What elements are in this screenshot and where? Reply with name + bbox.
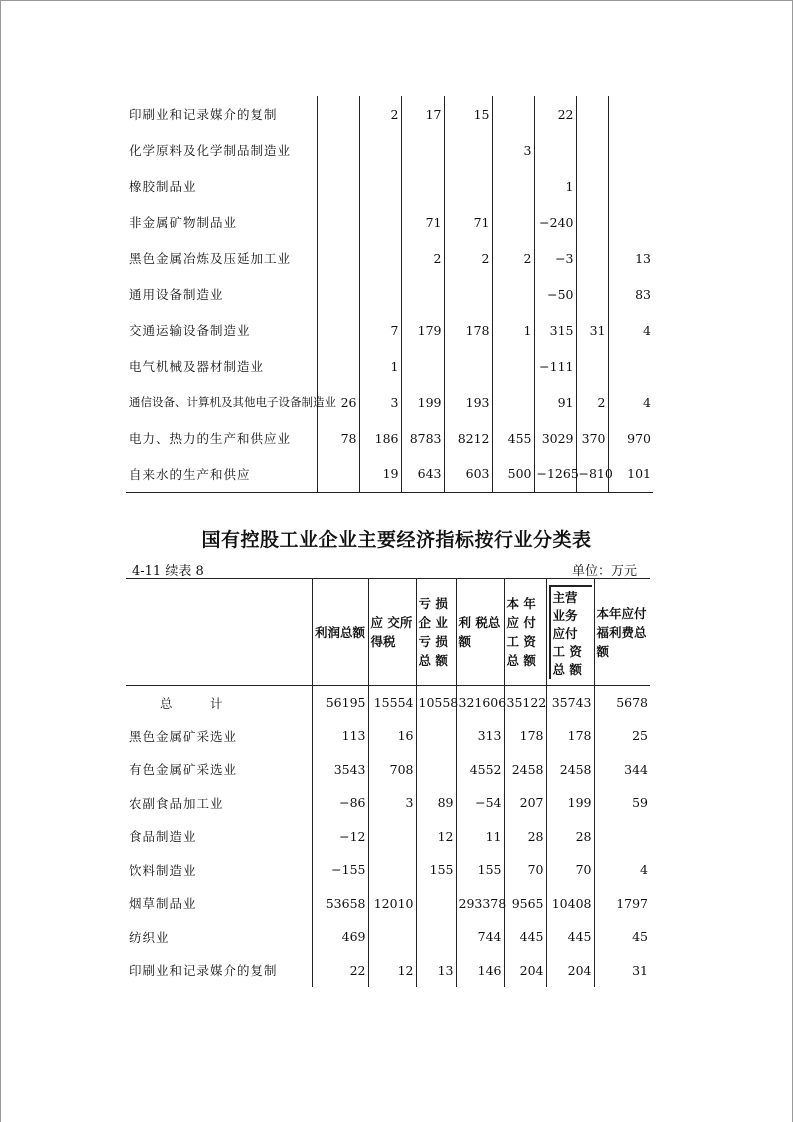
row-label: 印刷业和记录媒介的复制 — [126, 96, 317, 132]
value-cell — [594, 820, 650, 854]
value-cell: 708 — [368, 753, 416, 787]
value-cell: 59 — [632, 795, 648, 811]
row-label: 印刷业和记录媒介的复制 — [126, 954, 312, 988]
value-cell: 370 — [576, 420, 608, 456]
value-cell — [317, 132, 359, 168]
value-cell — [401, 276, 444, 312]
value-cell: 445 — [546, 920, 594, 954]
row-label: 交通运输设备制造业 — [126, 312, 317, 348]
value-cell: 70 — [504, 853, 546, 887]
value-cell: 31 — [576, 312, 608, 348]
value-cell: 12010 — [368, 887, 416, 921]
value-cell: 207 — [504, 786, 546, 820]
value-cell — [608, 132, 653, 168]
value-cell: 13 — [635, 250, 651, 266]
column-header-text: 本年应付福利费总 额 — [596, 605, 647, 659]
page-border-top — [0, 0, 792, 1]
value-cell: 22 — [534, 96, 576, 132]
value-cell: 2 — [444, 240, 492, 276]
unit-label: 单位：万元 — [572, 564, 638, 579]
value-cell: −3 — [534, 240, 576, 276]
header-corner — [126, 579, 312, 686]
value-cell: 2458 — [546, 753, 594, 787]
value-cell: 179 — [401, 312, 444, 348]
value-cell — [444, 276, 492, 312]
table-row — [126, 954, 650, 988]
value-cell — [416, 719, 456, 753]
value-cell — [368, 820, 416, 854]
value-cell: 35743 — [546, 686, 594, 720]
value-cell — [576, 96, 608, 132]
row-label: 烟草制品业 — [126, 887, 312, 921]
table-row — [126, 348, 653, 384]
value-cell: −240 — [534, 204, 576, 240]
value-cell — [492, 348, 534, 384]
value-cell: 313 — [456, 719, 504, 753]
table-row — [126, 820, 650, 854]
value-cell: 3 — [368, 786, 416, 820]
value-cell: 178 — [546, 719, 594, 753]
value-cell: 4 — [640, 862, 648, 878]
value-cell: 3 — [359, 384, 401, 420]
row-label: 电力、热力的生产和供应业 — [126, 420, 317, 456]
row-label: 黑色金属矿采选业 — [126, 719, 312, 753]
value-cell: 4 — [643, 322, 651, 338]
value-cell: 970 — [627, 430, 651, 446]
value-cell — [576, 132, 608, 168]
value-cell: 56195 — [312, 686, 368, 720]
value-cell — [317, 96, 359, 132]
column-header-text: 亏 损企 业亏 损总 额 — [418, 596, 448, 668]
value-cell: 31 — [632, 962, 648, 978]
value-cell: 45 — [632, 929, 648, 945]
table-row — [126, 887, 650, 921]
value-cell: 1797 — [616, 895, 648, 911]
column-header-text: 主营业务应付工 资总 额 — [549, 585, 592, 679]
table-row — [126, 96, 653, 132]
value-cell: 178 — [444, 312, 492, 348]
value-cell: −1265 — [534, 456, 576, 492]
row-label: 总 计 — [126, 686, 312, 720]
value-cell: −111 — [534, 348, 576, 384]
column-header-text: 本 年应 付工 资总 额 — [506, 596, 536, 668]
row-label: 通信设备、计算机及其他电子设备制造业 — [126, 384, 317, 420]
column-header — [416, 579, 456, 686]
value-cell: 1 — [492, 312, 534, 348]
value-cell — [608, 348, 653, 384]
row-label: 自来水的生产和供应 — [126, 456, 317, 492]
column-header — [594, 579, 650, 686]
column-header — [504, 579, 546, 686]
value-cell — [416, 920, 456, 954]
table-row — [126, 276, 653, 312]
value-cell — [317, 312, 359, 348]
value-cell: 5678 — [616, 695, 648, 710]
table-number: 4-11 续表 8 — [132, 564, 204, 579]
table-row — [126, 853, 650, 887]
value-cell — [416, 887, 456, 921]
value-cell: 8783 — [401, 420, 444, 456]
value-cell: 204 — [546, 954, 594, 988]
value-cell: 4552 — [456, 753, 504, 787]
value-cell: 10408 — [546, 887, 594, 921]
value-cell: 500 — [492, 456, 534, 492]
value-cell: 643 — [401, 456, 444, 492]
value-cell — [416, 753, 456, 787]
value-cell — [401, 348, 444, 384]
value-cell — [492, 96, 534, 132]
table-row — [126, 920, 650, 954]
value-cell: 146 — [456, 954, 504, 988]
value-cell — [368, 920, 416, 954]
value-cell — [492, 384, 534, 420]
page-border-left — [0, 0, 1, 1122]
table-row — [126, 420, 653, 456]
value-cell — [317, 348, 359, 384]
value-cell — [444, 132, 492, 168]
value-cell: 455 — [492, 420, 534, 456]
value-cell: 469 — [312, 920, 368, 954]
value-cell — [359, 276, 401, 312]
column-header-text: 利 税总 额 — [458, 615, 501, 649]
value-cell: 11 — [456, 820, 504, 854]
value-cell: 28 — [504, 820, 546, 854]
value-cell: 19 — [359, 456, 401, 492]
table-row — [126, 240, 653, 276]
row-label: 化学原料及化学制品制造业 — [126, 132, 317, 168]
value-cell: 83 — [635, 286, 651, 302]
value-cell: 13 — [416, 954, 456, 988]
value-cell: 12 — [368, 954, 416, 988]
column-header — [312, 579, 368, 686]
value-cell: 53658 — [312, 887, 368, 921]
value-cell: 4 — [643, 394, 651, 410]
value-cell — [359, 240, 401, 276]
table-row — [126, 312, 653, 348]
value-cell: 3029 — [534, 420, 576, 456]
value-cell: 155 — [456, 853, 504, 887]
value-cell: 744 — [456, 920, 504, 954]
value-cell — [608, 204, 653, 240]
table-row — [126, 456, 653, 492]
value-cell — [576, 204, 608, 240]
value-cell: 35122 — [504, 686, 546, 720]
value-cell — [444, 168, 492, 204]
value-cell: 70 — [546, 853, 594, 887]
value-cell: 199 — [546, 786, 594, 820]
column-header — [546, 579, 594, 686]
value-cell — [444, 348, 492, 384]
column-header-text: 利润总额 — [314, 624, 365, 640]
value-cell: 293378 — [456, 887, 504, 921]
value-cell: 10558 — [416, 686, 456, 720]
value-cell: 113 — [312, 719, 368, 753]
value-cell — [576, 168, 608, 204]
value-cell: 22 — [312, 954, 368, 988]
value-cell: 2 — [492, 240, 534, 276]
table-row — [126, 132, 653, 168]
value-cell: 7 — [359, 312, 401, 348]
value-cell: 101 — [608, 456, 653, 492]
value-cell: 3543 — [312, 753, 368, 787]
table-row — [126, 168, 653, 204]
value-cell — [317, 204, 359, 240]
column-header — [456, 579, 504, 686]
value-cell: 25 — [632, 728, 648, 744]
value-cell: 603 — [444, 456, 492, 492]
value-cell: 26 — [317, 384, 359, 420]
value-cell: 89 — [416, 786, 456, 820]
value-cell: −54 — [456, 786, 504, 820]
table-row — [126, 786, 650, 820]
value-cell — [492, 276, 534, 312]
table-row — [126, 753, 650, 787]
value-cell: 12 — [416, 820, 456, 854]
value-cell: 1 — [359, 348, 401, 384]
row-label: 食品制造业 — [126, 820, 312, 854]
value-cell: −12 — [312, 820, 368, 854]
value-cell — [401, 132, 444, 168]
column-header-text: 应 交所得税 — [370, 615, 413, 649]
value-cell — [359, 168, 401, 204]
row-label: 橡胶制品业 — [126, 168, 317, 204]
value-cell: 78 — [317, 420, 359, 456]
value-cell — [608, 168, 653, 204]
table-row — [126, 719, 650, 753]
column-header — [368, 579, 416, 686]
value-cell: 16 — [368, 719, 416, 753]
value-cell: 3 — [492, 132, 534, 168]
value-cell — [359, 204, 401, 240]
value-cell: 91 — [534, 384, 576, 420]
value-cell — [576, 348, 608, 384]
value-cell: 2458 — [504, 753, 546, 787]
value-cell — [317, 168, 359, 204]
value-cell: 71 — [401, 204, 444, 240]
row-label: 饮料制造业 — [126, 853, 312, 887]
value-cell: 199 — [401, 384, 444, 420]
table-title: 国有控股工业企业主要经济指标按行业分类表 — [201, 529, 592, 551]
value-cell — [368, 853, 416, 887]
value-cell — [576, 240, 608, 276]
value-cell: 204 — [504, 954, 546, 988]
row-label: 纺织业 — [126, 920, 312, 954]
value-cell: −810 — [576, 456, 608, 492]
value-cell — [317, 276, 359, 312]
row-label: 黑色金属冶炼及压延加工业 — [126, 240, 317, 276]
value-cell: 15 — [444, 96, 492, 132]
value-cell: 445 — [504, 920, 546, 954]
value-cell: 2 — [401, 240, 444, 276]
row-label: 农副食品加工业 — [126, 786, 312, 820]
value-cell: 17 — [401, 96, 444, 132]
value-cell: 71 — [444, 204, 492, 240]
indicator-table — [126, 578, 650, 987]
value-cell: 8212 — [444, 420, 492, 456]
row-label: 有色金属矿采选业 — [126, 753, 312, 787]
value-cell: 344 — [624, 761, 648, 777]
value-cell: 321606 — [456, 686, 504, 720]
value-cell — [401, 168, 444, 204]
value-cell: 155 — [416, 853, 456, 887]
value-cell: 9565 — [504, 887, 546, 921]
value-cell: 2 — [359, 96, 401, 132]
value-cell: 28 — [546, 820, 594, 854]
value-cell — [608, 96, 653, 132]
continuation-table — [126, 96, 653, 493]
value-cell: 15554 — [368, 686, 416, 720]
value-cell: 1 — [534, 168, 576, 204]
value-cell — [492, 204, 534, 240]
row-label: 非金属矿物制品业 — [126, 204, 317, 240]
value-cell: −86 — [312, 786, 368, 820]
table-row — [126, 384, 653, 420]
value-cell — [534, 132, 576, 168]
value-cell — [317, 240, 359, 276]
row-label: 电气机械及器材制造业 — [126, 348, 317, 384]
value-cell: −50 — [534, 276, 576, 312]
value-cell: 2 — [576, 384, 608, 420]
header-row — [126, 579, 650, 686]
value-cell: 186 — [359, 420, 401, 456]
value-cell — [576, 276, 608, 312]
row-label: 通用设备制造业 — [126, 276, 317, 312]
value-cell: 178 — [504, 719, 546, 753]
table-row — [126, 204, 653, 240]
value-cell — [359, 132, 401, 168]
value-cell — [317, 456, 359, 492]
value-cell: 193 — [444, 384, 492, 420]
value-cell — [492, 168, 534, 204]
value-cell: −155 — [312, 853, 368, 887]
total-row — [126, 686, 650, 720]
value-cell: 315 — [534, 312, 576, 348]
